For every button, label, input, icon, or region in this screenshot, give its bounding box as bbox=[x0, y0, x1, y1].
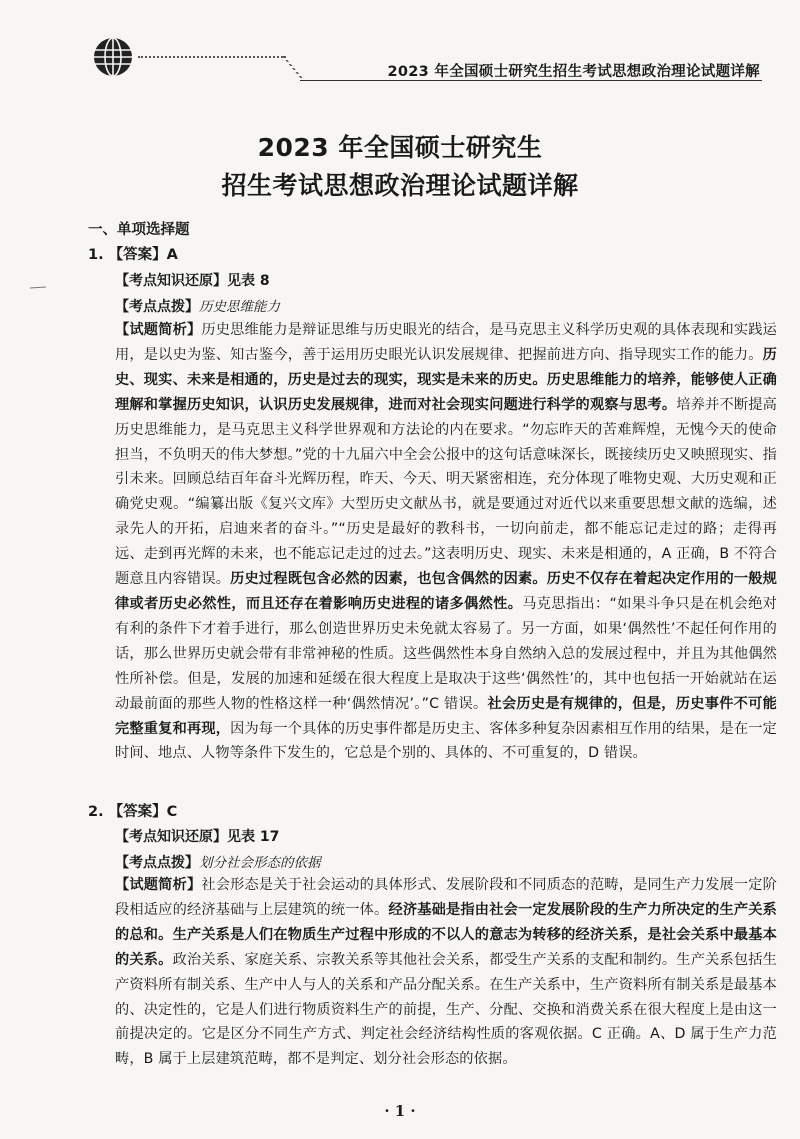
question-1-point bbox=[115, 295, 280, 316]
page-number: · 1 · bbox=[384, 1102, 416, 1120]
analysis-segment: 历史思维能力是辩证思维与历史眼光的结合，是马克思主义科学历史观的具体表现和实践运用，是以史为鉴、知古鉴今，善于运用历史眼光认识发展规律、把握前进方向、指导现实工作的能力。 bbox=[115, 322, 777, 363]
point-text: 历史思维能力 bbox=[199, 299, 280, 315]
scan-mark bbox=[30, 275, 46, 278]
analysis-segment-bold: 历史、现实、未来是相通的，历史是过去的现实，现实是未来的历史。历史思维能力的培养，能够使人正确理解和掌握历史知识，认识历史发展规律，进而对社会现实问题进行科学的观察与思考。 bbox=[115, 346, 777, 413]
question-2-answer bbox=[88, 800, 177, 821]
question-2-analysis bbox=[115, 873, 777, 1072]
point-text: 划分社会形态的依据 bbox=[199, 855, 321, 871]
question-1-analysis bbox=[115, 318, 777, 766]
running-header-title: 2023 年全国硕士研究生招生考试思想政治理论试题详解 bbox=[387, 64, 760, 80]
question-1-knowledge bbox=[115, 270, 270, 290]
question-number: 2. bbox=[88, 804, 104, 820]
analysis-segment-bold: 社会历史是有规律的，但是，历史事件不可能完整重复和再现， bbox=[115, 695, 777, 737]
question-2-point bbox=[115, 851, 321, 872]
globe-logo-icon bbox=[92, 36, 134, 78]
page-title-line-2: 招生考试思想政治理论试题详解 bbox=[221, 171, 579, 200]
page-title-line-1: 2023 年全国硕士研究生 bbox=[257, 133, 543, 162]
analysis-segment: 培养并不断提高历史思维能力，是马克思主义科学世界观和方法论的内在要求。“勿忘昨天的苦难辉煌，无愧今天的使命担当，不负明天的伟大梦想。”党的十九届六中全会公报中的这句话意味深长，既接续历史又映照现实、指引未来。回顾总结百年奋斗光辉历程，昨天、今天、明天紧密相连，充分体现了唯物史观、大历史观和正确党史观。“编纂出版《复兴文库》大型历史文献丛书，就是要通过对近代以来重要思想文献的选编，述录先人的开拓，启迪来者的奋斗。”“历史是最好的教科书，一切向前走，都不能忘记走过的路；走得再远、走到再光辉的未来，也不能忘记走过的过去。”这表明历史、现实、未来是相通的，A 正确，B 不符合题意且内容错误。 bbox=[115, 396, 777, 588]
point-label: 【考点点拨】 bbox=[115, 855, 199, 871]
answer-label: 【答案】A bbox=[108, 247, 178, 263]
header-dotted-rule bbox=[138, 56, 286, 58]
analysis-segment: 因为每一个具体的历史事件都是历史主、客体多种复杂因素相互作用的结果，是在一定时间、地点、人物等条件下发生的，它总是个别的、具体的、不可重复的，D 错误。 bbox=[115, 720, 777, 762]
analysis-segment-bold: 历史过程既包含必然的因素，也包含偶然的因素。历史不仅存在着起决定作用的一般规律或者历史必然性，而且还存在着影响历史进程的诸多偶然性。 bbox=[115, 571, 777, 612]
question-number: 1. bbox=[88, 247, 104, 263]
answer-label: 【答案】C bbox=[108, 804, 178, 820]
analysis-label: 【试题简析】 bbox=[115, 877, 202, 893]
analysis-segment-bold: 经济基础是指由社会一定发展阶段的生产力所决定的生产关系的总和。生产关系是人们在物质生产过程中形成的不以人的意志为转移的经济关系，是社会关系中最基本的关系。 bbox=[115, 901, 777, 968]
analysis-label: 【试题简析】 bbox=[115, 322, 202, 338]
question-1-answer bbox=[88, 243, 178, 264]
analysis-segment: 社会形态是关于社会运动的具体形式、发展阶段和不同质态的范畴，是同生产力发展一定阶段相适应的经济基础与上层建筑的统一体。 bbox=[115, 877, 777, 918]
knowledge-label: 【考点知识还原】见表 8 bbox=[115, 273, 270, 289]
question-2-knowledge bbox=[115, 826, 279, 846]
header-dotted-slant bbox=[282, 56, 324, 78]
knowledge-label: 【考点知识还原】见表 17 bbox=[115, 829, 280, 845]
section-heading: 一、单项选择题 bbox=[88, 222, 190, 238]
analysis-segment: 马克思指出：“如果斗争只是在机会绝对有利的条件下才着手进行，那么创造世界历史未免就太容易了。另一方面，如果‘偶然性’不起任何作用的话，那么世界历史就会带有非常神秘的性质。这些偶然性本身自然纳入总的发展过程中，并且为其他偶然性所补偿。但是，发展的加速和延缓在很大程度上是取决于这些‘偶然性’的，其中也包括一开始就站在运动最前面的那些人物的性格这样一种‘偶然情况’。”C 错误。 bbox=[115, 595, 778, 712]
point-label: 【考点点拨】 bbox=[115, 299, 199, 315]
analysis-segment: 政治关系、家庭关系、宗教关系等其他社会关系，都受生产关系的支配和制约。生产关系包括生产资料所有制关系、生产中人与人的关系和产品分配关系。在生产关系中，生产资料所有制关系是最基本的、决定性的，它是人们进行物质资料生产的前提，生产、分配、交换和消费关系在很大程度上是由这一前提决定的。它是区分不同生产方式、判定社会经济结构性质的客观依据。C 正确。A、D 属于生产力范畴，B 属于上层建筑范畴，都不是判定、划分社会形态的依据。 bbox=[115, 951, 777, 1068]
